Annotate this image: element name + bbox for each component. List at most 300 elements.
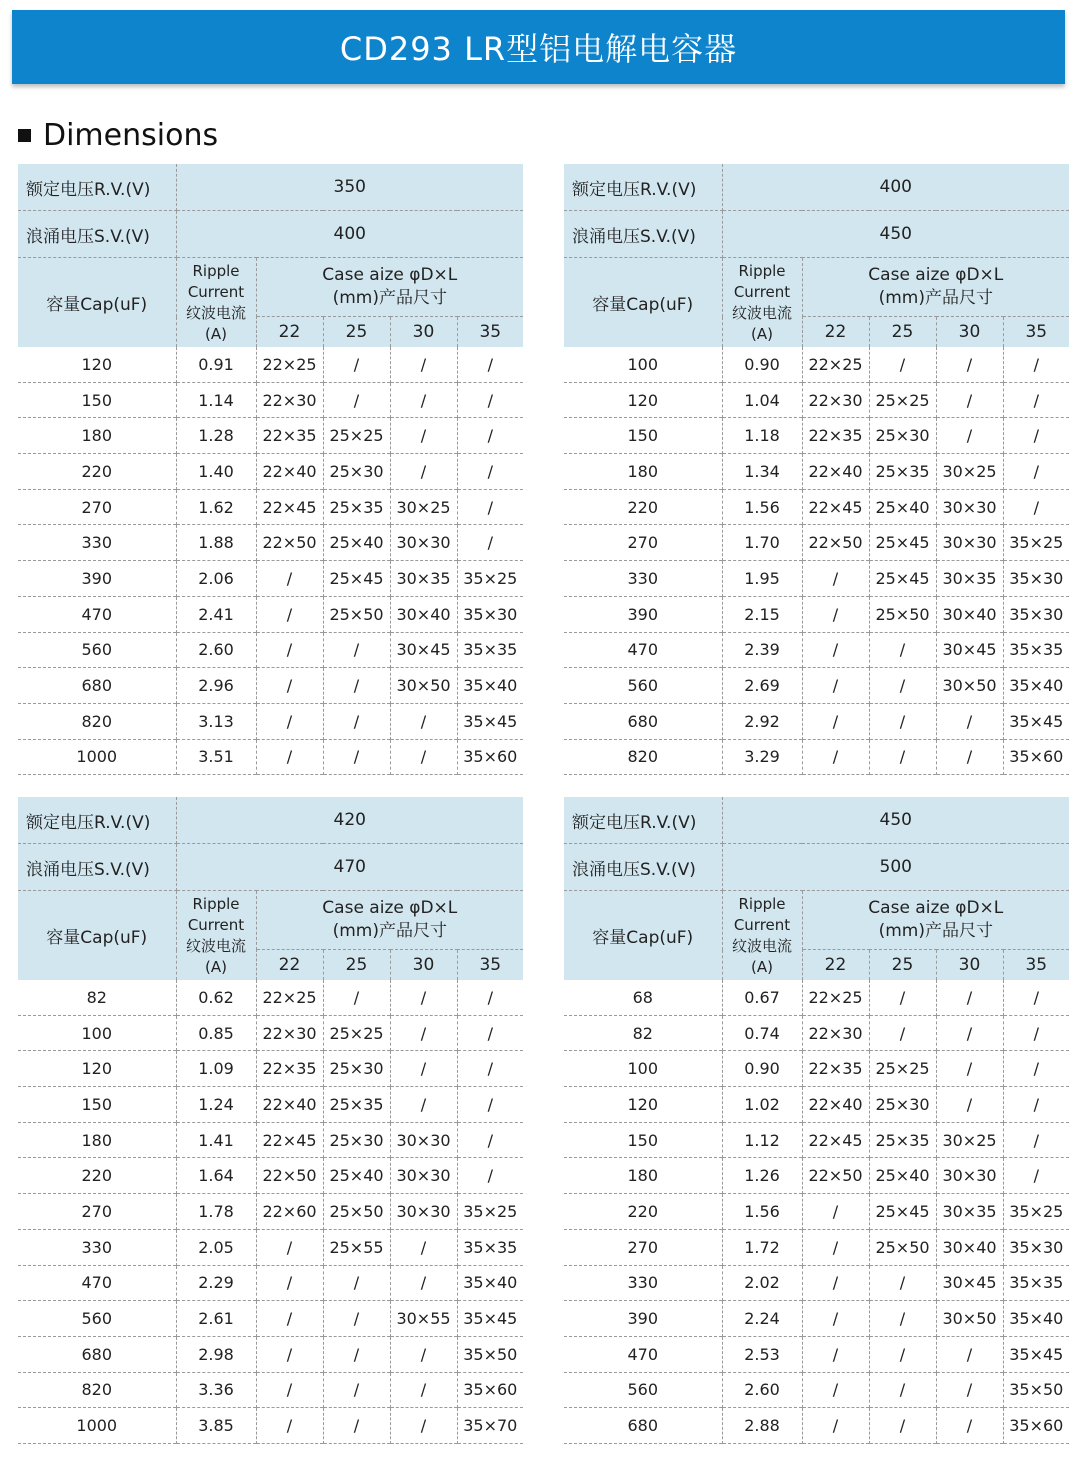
diameter-header: 22 — [256, 950, 323, 981]
table-row — [564, 739, 1069, 775]
table-cell: / — [1033, 426, 1039, 446]
table-row — [18, 489, 523, 525]
table-cell: / — [323, 980, 390, 1015]
table-cell: / — [256, 1408, 323, 1444]
table-cell: 35×60 — [1009, 747, 1064, 767]
table-row — [564, 703, 1069, 739]
table-cell: 1.78 — [176, 1194, 256, 1230]
table-cell: 330 — [564, 561, 722, 597]
table-cell: 22×60 — [256, 1194, 323, 1230]
table-cell: / — [487, 987, 493, 1007]
ripple-current-header — [176, 891, 256, 981]
table-cell: / — [1033, 497, 1039, 517]
table-cell: 25×50 — [323, 1194, 390, 1230]
table-cell: 22×35 — [256, 418, 323, 454]
table-cell: / — [390, 1229, 457, 1265]
table-cell: / — [869, 1301, 936, 1337]
table-cell: 35×25 — [463, 1201, 518, 1221]
table-cell: 3.29 — [722, 739, 802, 775]
case-header-line: (mm)产品尺寸 — [332, 288, 447, 308]
table-cell: 1.26 — [722, 1158, 802, 1194]
ripple-header-line: (A) — [751, 957, 773, 976]
table-cell: / — [487, 533, 493, 553]
ripple-current-header — [722, 891, 802, 981]
diameter-header: 35 — [1003, 950, 1069, 981]
table-cell: 1.72 — [722, 1229, 802, 1265]
table-cell: 270 — [564, 525, 722, 561]
table-row — [18, 347, 523, 382]
capacitance-header: 容量Cap(uF) — [18, 891, 176, 981]
table-cell: / — [390, 703, 457, 739]
table-cell: 22×25 — [802, 980, 869, 1015]
table-cell: 1.56 — [722, 489, 802, 525]
table-cell: 2.98 — [176, 1336, 256, 1372]
diameter-header: 25 — [323, 950, 390, 981]
table-cell: 25×30 — [323, 1122, 390, 1158]
table-cell: 25×40 — [869, 489, 936, 525]
ripple-header-line: 纹波电流 — [185, 936, 246, 955]
table-cell: 25×45 — [869, 561, 936, 597]
table-cell: 25×35 — [323, 489, 390, 525]
title-banner — [12, 10, 1065, 84]
table-cell: 470 — [18, 596, 176, 632]
table-row — [564, 454, 1069, 490]
table-cell: / — [323, 1336, 390, 1372]
table-cell: 30×30 — [390, 1194, 457, 1230]
surge-voltage-label: 浪涌电压S.V.(V) — [564, 844, 722, 891]
table-cell: 2.69 — [722, 668, 802, 704]
table-cell: / — [390, 1087, 457, 1123]
table-cell: 150 — [18, 1087, 176, 1123]
table-cell: / — [1033, 354, 1039, 374]
table-cell: 0.90 — [722, 347, 802, 382]
table-cell: / — [936, 1015, 1003, 1051]
ripple-header-line: (A) — [205, 324, 227, 343]
table-cell: / — [256, 1229, 323, 1265]
table-cell: / — [323, 632, 390, 668]
table-cell: 0.91 — [176, 347, 256, 382]
table-row — [18, 703, 523, 739]
table-cell: / — [936, 382, 1003, 418]
table-cell: 35×45 — [463, 711, 518, 731]
diameter-header: 30 — [936, 317, 1003, 348]
table-cell: 0.67 — [722, 980, 802, 1015]
rated-voltage-value: 350 — [176, 164, 523, 211]
table-cell: 22×50 — [802, 1158, 869, 1194]
spec-table — [564, 797, 1069, 1444]
table-row — [18, 1158, 523, 1194]
table-row — [564, 1265, 1069, 1301]
table-cell: 180 — [564, 1158, 722, 1194]
table-row — [18, 1015, 523, 1051]
table-cell: / — [390, 1408, 457, 1444]
table-cell: / — [869, 1015, 936, 1051]
table-cell: 220 — [18, 454, 176, 490]
table-cell: / — [1033, 1166, 1039, 1186]
table-cell: / — [390, 1372, 457, 1408]
table-cell: 35×50 — [463, 1344, 518, 1364]
table-cell: 30×35 — [390, 561, 457, 597]
table-row — [564, 1301, 1069, 1337]
rated-voltage-value: 400 — [722, 164, 1069, 211]
surge-voltage-label: 浪涌电压S.V.(V) — [18, 211, 176, 258]
table-cell: / — [869, 632, 936, 668]
table-cell: / — [256, 596, 323, 632]
table-row — [564, 1372, 1069, 1408]
table-row — [18, 596, 523, 632]
diameter-header: 22 — [802, 950, 869, 981]
table-cell: 100 — [18, 1015, 176, 1051]
ripple-header-line: Current — [733, 915, 791, 934]
table-row — [18, 980, 523, 1015]
case-header-line: (mm)产品尺寸 — [332, 921, 447, 941]
rated-voltage-value: 420 — [176, 797, 523, 844]
table-cell: 150 — [18, 382, 176, 418]
table-cell: / — [802, 596, 869, 632]
table-cell: 220 — [564, 1194, 722, 1230]
table-cell: / — [323, 668, 390, 704]
table-cell: 22×45 — [802, 489, 869, 525]
table-cell: 35×40 — [1009, 676, 1064, 696]
table-header — [564, 164, 1069, 347]
table-cell: / — [323, 703, 390, 739]
table-cell: 1.95 — [722, 561, 802, 597]
rated-voltage-label: 额定电压R.V.(V) — [564, 797, 722, 844]
case-header-line: Case aize φD×L — [868, 265, 1004, 285]
table-cell: 25×35 — [869, 1122, 936, 1158]
table-row — [18, 561, 523, 597]
table-cell: / — [802, 739, 869, 775]
ripple-header-line: 纹波电流 — [185, 303, 246, 322]
table-row — [564, 382, 1069, 418]
table-cell: 30×45 — [390, 632, 457, 668]
table-cell: 2.41 — [176, 596, 256, 632]
table-cell: 330 — [18, 1229, 176, 1265]
diameter-header: 25 — [323, 317, 390, 348]
ripple-current-header — [176, 258, 256, 348]
table-cell: 30×50 — [390, 668, 457, 704]
table-cell: 35×60 — [1009, 1416, 1064, 1436]
table-row — [564, 347, 1069, 382]
table-cell: 22×35 — [802, 1051, 869, 1087]
table-cell: 25×50 — [869, 1229, 936, 1265]
table-cell: 30×30 — [936, 525, 1003, 561]
section-heading — [18, 118, 218, 153]
table-cell: 220 — [564, 489, 722, 525]
table-row — [564, 1015, 1069, 1051]
table-cell: 270 — [18, 489, 176, 525]
table-cell: 22×35 — [802, 418, 869, 454]
table-body — [564, 347, 1069, 775]
table-cell: 100 — [564, 347, 722, 382]
table-cell: / — [323, 1408, 390, 1444]
diameter-header: 35 — [457, 317, 523, 348]
table-cell: 2.05 — [176, 1229, 256, 1265]
table-cell: 22×40 — [802, 1087, 869, 1123]
ripple-header-line: (A) — [751, 324, 773, 343]
table-row — [18, 1265, 523, 1301]
table-row — [564, 1122, 1069, 1158]
table-cell: 3.51 — [176, 739, 256, 775]
table-header — [18, 164, 523, 347]
table-cell: 35×35 — [463, 640, 518, 660]
table-cell: 35×25 — [463, 568, 518, 588]
spec-table — [18, 797, 523, 1444]
table-cell: 30×25 — [936, 454, 1003, 490]
ripple-header-line: Current — [733, 282, 791, 301]
table-cell: 30×30 — [390, 1122, 457, 1158]
spec-table-2 — [564, 164, 1069, 775]
table-row — [18, 1301, 523, 1337]
table-cell: 1.02 — [722, 1087, 802, 1123]
diameter-header: 25 — [869, 950, 936, 981]
table-cell: 25×30 — [323, 1051, 390, 1087]
table-cell: / — [390, 382, 457, 418]
table-cell: 0.90 — [722, 1051, 802, 1087]
table-cell: 2.60 — [176, 632, 256, 668]
table-cell: / — [256, 1372, 323, 1408]
table-row — [18, 454, 523, 490]
table-cell: 22×35 — [256, 1051, 323, 1087]
table-row — [564, 561, 1069, 597]
table-cell: 180 — [18, 1122, 176, 1158]
table-cell: 25×35 — [869, 454, 936, 490]
rated-voltage-label: 额定电压R.V.(V) — [18, 797, 176, 844]
table-cell: 120 — [18, 1051, 176, 1087]
table-cell: 1.70 — [722, 525, 802, 561]
table-cell: 470 — [564, 1336, 722, 1372]
table-cell: / — [256, 703, 323, 739]
table-cell: 82 — [18, 980, 176, 1015]
table-cell: 270 — [18, 1194, 176, 1230]
table-cell: 2.24 — [722, 1301, 802, 1337]
table-cell: 1.24 — [176, 1087, 256, 1123]
case-header-line: (mm)产品尺寸 — [878, 288, 993, 308]
table-cell: 25×40 — [323, 1158, 390, 1194]
table-row — [564, 418, 1069, 454]
table-cell: / — [487, 461, 493, 481]
table-cell: 35×25 — [1009, 533, 1064, 553]
table-cell: 680 — [564, 1408, 722, 1444]
table-cell: 30×35 — [936, 1194, 1003, 1230]
table-cell: 2.88 — [722, 1408, 802, 1444]
table-cell: 30×50 — [936, 668, 1003, 704]
table-cell: 180 — [564, 454, 722, 490]
table-cell: / — [802, 1301, 869, 1337]
table-cell: 1.34 — [722, 454, 802, 490]
table-cell: 25×45 — [323, 561, 390, 597]
table-row — [18, 668, 523, 704]
table-cell: 560 — [18, 632, 176, 668]
table-row — [18, 382, 523, 418]
table-row — [18, 1087, 523, 1123]
table-cell: 30×30 — [390, 1158, 457, 1194]
capacitance-header: 容量Cap(uF) — [564, 891, 722, 981]
table-cell: / — [1033, 987, 1039, 1007]
table-cell: 68 — [564, 980, 722, 1015]
table-cell: 820 — [18, 1372, 176, 1408]
table-cell: 2.60 — [722, 1372, 802, 1408]
table-header — [564, 797, 1069, 980]
table-cell: 1.62 — [176, 489, 256, 525]
table-cell: 30×40 — [390, 596, 457, 632]
table-cell: 680 — [18, 668, 176, 704]
table-cell: / — [802, 561, 869, 597]
capacitance-header: 容量Cap(uF) — [18, 258, 176, 348]
table-cell: 30×40 — [936, 596, 1003, 632]
table-cell: / — [487, 497, 493, 517]
table-cell: / — [323, 1265, 390, 1301]
table-cell: / — [802, 632, 869, 668]
table-cell: 35×35 — [1009, 640, 1064, 660]
table-cell: 35×70 — [463, 1416, 518, 1436]
table-cell: 470 — [564, 632, 722, 668]
table-cell: / — [936, 1051, 1003, 1087]
table-cell: 35×45 — [1009, 1344, 1064, 1364]
table-cell: / — [936, 1087, 1003, 1123]
table-cell: 25×50 — [869, 596, 936, 632]
table-cell: 2.02 — [722, 1265, 802, 1301]
surge-voltage-value: 400 — [176, 211, 523, 258]
table-cell: 1000 — [18, 1408, 176, 1444]
table-cell: 22×45 — [802, 1122, 869, 1158]
surge-voltage-label: 浪涌电压S.V.(V) — [564, 211, 722, 258]
table-cell: 1.40 — [176, 454, 256, 490]
table-cell: / — [936, 1372, 1003, 1408]
table-cell: 22×30 — [256, 382, 323, 418]
table-cell: 560 — [564, 668, 722, 704]
table-cell: 25×45 — [869, 525, 936, 561]
table-cell: / — [1033, 1059, 1039, 1079]
table-cell: 30×30 — [390, 525, 457, 561]
table-cell: 820 — [18, 703, 176, 739]
table-cell: 22×40 — [256, 454, 323, 490]
table-cell: / — [1033, 1023, 1039, 1043]
rated-voltage-label: 额定电压R.V.(V) — [564, 164, 722, 211]
table-cell: 35×60 — [463, 747, 518, 767]
table-cell: / — [936, 418, 1003, 454]
table-cell: 25×25 — [323, 418, 390, 454]
table-cell: / — [936, 1336, 1003, 1372]
table-cell: / — [802, 1265, 869, 1301]
table-cell: 150 — [564, 418, 722, 454]
table-cell: 1000 — [18, 739, 176, 775]
table-cell: 35×50 — [1009, 1380, 1064, 1400]
table-cell: 470 — [18, 1265, 176, 1301]
table-cell: 390 — [564, 596, 722, 632]
table-cell: 35×30 — [1009, 604, 1064, 624]
table-cell: 22×30 — [802, 382, 869, 418]
table-cell: / — [802, 1372, 869, 1408]
ripple-current-header — [722, 258, 802, 348]
ripple-header-line: 纹波电流 — [731, 303, 792, 322]
spec-table-3 — [18, 797, 523, 1444]
table-cell: 35×60 — [463, 1380, 518, 1400]
case-size-header — [802, 258, 1069, 317]
diameter-header: 35 — [1003, 317, 1069, 348]
table-cell: 3.13 — [176, 703, 256, 739]
table-cell: 25×30 — [869, 418, 936, 454]
table-cell: / — [869, 739, 936, 775]
table-cell: 30×40 — [936, 1229, 1003, 1265]
table-cell: 30×25 — [936, 1122, 1003, 1158]
case-header-line: Case aize φD×L — [322, 265, 458, 285]
table-cell: / — [1033, 1130, 1039, 1150]
table-cell: / — [487, 354, 493, 374]
table-cell: 25×25 — [869, 1051, 936, 1087]
table-cell: 22×50 — [256, 1158, 323, 1194]
table-cell: / — [323, 1301, 390, 1337]
table-cell: / — [323, 1372, 390, 1408]
table-row — [18, 525, 523, 561]
table-cell: / — [256, 561, 323, 597]
table-cell: 22×40 — [256, 1087, 323, 1123]
table-cell: 30×50 — [936, 1301, 1003, 1337]
table-cell: 1.56 — [722, 1194, 802, 1230]
table-cell: / — [869, 1408, 936, 1444]
table-cell: 3.85 — [176, 1408, 256, 1444]
table-cell: / — [869, 668, 936, 704]
table-cell: / — [390, 347, 457, 382]
table-cell: / — [256, 1301, 323, 1337]
table-cell: / — [487, 1023, 493, 1043]
capacitance-header: 容量Cap(uF) — [564, 258, 722, 348]
ripple-header-line: Ripple — [192, 261, 240, 280]
table-cell: / — [936, 1408, 1003, 1444]
table-cell: / — [256, 632, 323, 668]
table-row — [18, 1051, 523, 1087]
table-cell: 25×25 — [869, 382, 936, 418]
table-cell: / — [869, 1372, 936, 1408]
table-cell: / — [390, 1051, 457, 1087]
diameter-header: 30 — [936, 950, 1003, 981]
rated-voltage-label: 额定电压R.V.(V) — [18, 164, 176, 211]
table-cell: 35×30 — [463, 604, 518, 624]
table-cell: 22×40 — [802, 454, 869, 490]
table-row — [564, 1051, 1069, 1087]
table-row — [18, 1122, 523, 1158]
table-cell: 2.39 — [722, 632, 802, 668]
table-cell: 35×30 — [1009, 568, 1064, 588]
table-cell: 2.29 — [176, 1265, 256, 1301]
table-row — [564, 632, 1069, 668]
case-size-header — [256, 891, 523, 950]
ripple-header-line: Current — [187, 282, 245, 301]
table-cell: / — [256, 1336, 323, 1372]
table-cell: 35×40 — [1009, 1309, 1064, 1329]
table-cell: 0.85 — [176, 1015, 256, 1051]
table-cell: / — [390, 1336, 457, 1372]
table-cell: 2.53 — [722, 1336, 802, 1372]
table-cell: 0.62 — [176, 980, 256, 1015]
table-cell: / — [936, 347, 1003, 382]
table-cell: 1.18 — [722, 418, 802, 454]
table-cell: / — [487, 1130, 493, 1150]
table-row — [564, 489, 1069, 525]
table-cell: 1.41 — [176, 1122, 256, 1158]
table-cell: 2.92 — [722, 703, 802, 739]
table-cell: 25×40 — [323, 525, 390, 561]
rated-voltage-value: 450 — [722, 797, 1069, 844]
table-cell: 30×45 — [936, 1265, 1003, 1301]
table-cell: 25×30 — [869, 1087, 936, 1123]
table-row — [564, 525, 1069, 561]
table-cell: 30×25 — [390, 489, 457, 525]
table-cell: 1.12 — [722, 1122, 802, 1158]
table-cell: 35×30 — [1009, 1237, 1064, 1257]
diameter-header: 22 — [256, 317, 323, 348]
table-row — [18, 1372, 523, 1408]
